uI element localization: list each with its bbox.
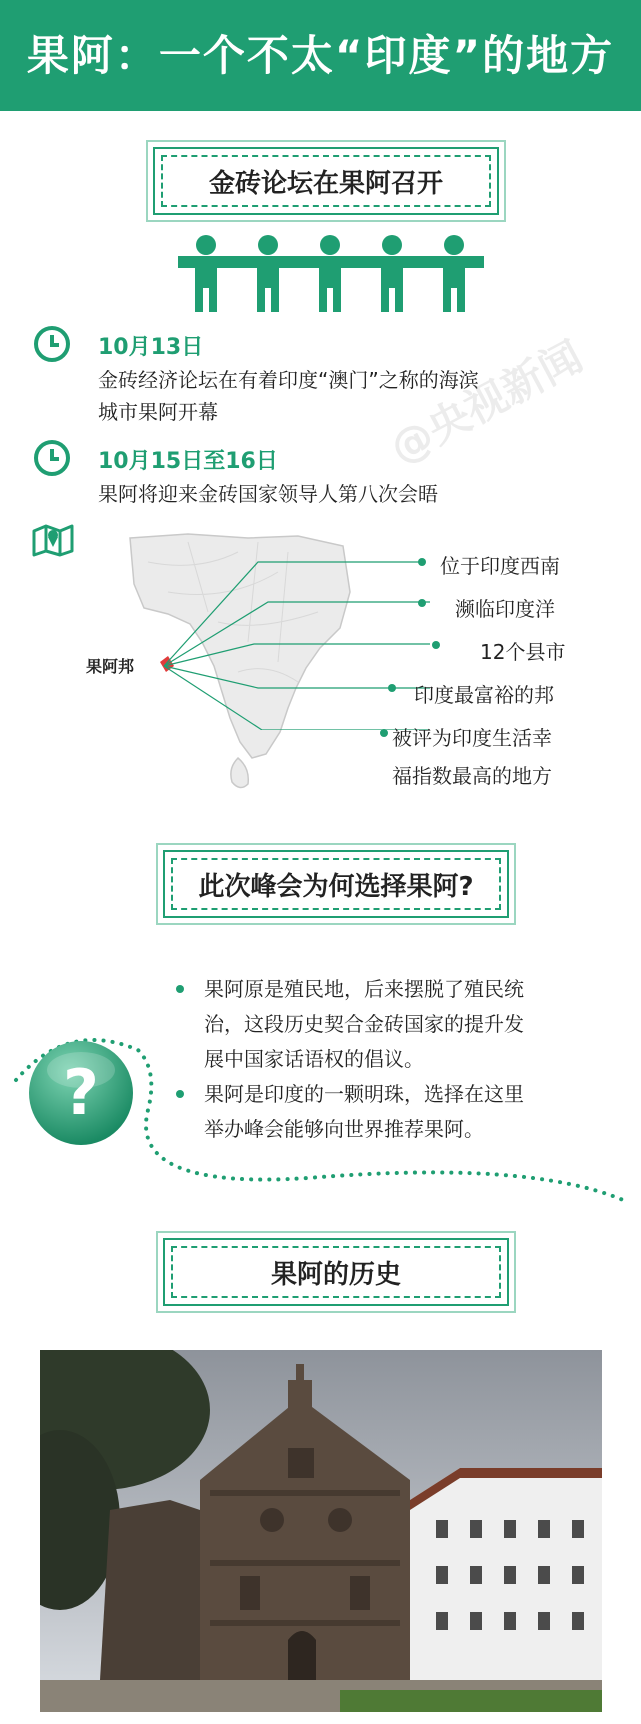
question-mark-icon — [26, 1038, 136, 1148]
clock-icon — [34, 326, 70, 362]
timeline-desc-2-line1: 果阿将迎来金砖国家领导人第八次会晤 — [98, 482, 438, 506]
page-title: 果阿：一个不太“印度”的地方 — [26, 31, 615, 80]
clock-icon — [34, 440, 70, 476]
reason-1-line1: 果阿原是殖民地，后来摆脱了殖民统 — [204, 977, 524, 1001]
fact-dot — [432, 641, 440, 649]
section-title-history: 果阿的历史 — [270, 1259, 401, 1290]
reason-bullet — [176, 1090, 184, 1098]
section-title-summit: 金砖论坛在果阿召开 — [208, 168, 443, 199]
map-connector-lines — [150, 550, 430, 730]
reason-1-line3: 展中国家话语权的倡议。 — [204, 1047, 424, 1071]
fact-dot — [418, 599, 426, 607]
timeline-date-2: 10月15日至16日 — [98, 449, 278, 474]
fact-dot — [380, 729, 388, 737]
section-title-box-summit — [153, 147, 499, 215]
timeline-desc-1-line1: 金砖经济论坛在有着印度“澳门”之称的海滨 — [98, 368, 479, 392]
map-fact-4: 印度最富裕的邦 — [414, 683, 554, 707]
map-fact-3: 12个县市 — [480, 640, 566, 664]
map-icon — [32, 523, 74, 557]
people-row-icon — [178, 232, 484, 314]
map-fact-1: 位于印度西南 — [440, 554, 560, 578]
header-banner — [0, 0, 641, 111]
svg-text:?: ? — [63, 1056, 99, 1129]
section-title-box-why — [163, 850, 509, 918]
state-label: 果阿邦 — [86, 657, 135, 676]
reason-1-line2: 治，这段历史契合金砖国家的提升发 — [204, 1012, 524, 1036]
map-fact-6: 福指数最高的地方 — [392, 764, 552, 788]
watermark: @央视新闻 — [381, 331, 591, 474]
reason-bullet — [176, 985, 184, 993]
reason-2-line2: 举办峰会能够向世界推荐果阿。 — [204, 1117, 484, 1141]
timeline-date-1: 10月13日 — [98, 335, 204, 360]
map-fact-5: 被评为印度生活幸 — [392, 726, 552, 750]
section-title-box-history — [163, 1238, 509, 1306]
timeline-desc-1-line2: 城市果阿开幕 — [98, 400, 218, 424]
map-fact-2: 濒临印度洋 — [455, 597, 555, 621]
section-title-why: 此次峰会为何选择果阿? — [198, 871, 474, 902]
fact-dot — [388, 684, 396, 692]
church-photo — [40, 1350, 602, 1712]
reason-2-line1: 果阿是印度的一颗明珠，选择在这里 — [204, 1082, 524, 1106]
